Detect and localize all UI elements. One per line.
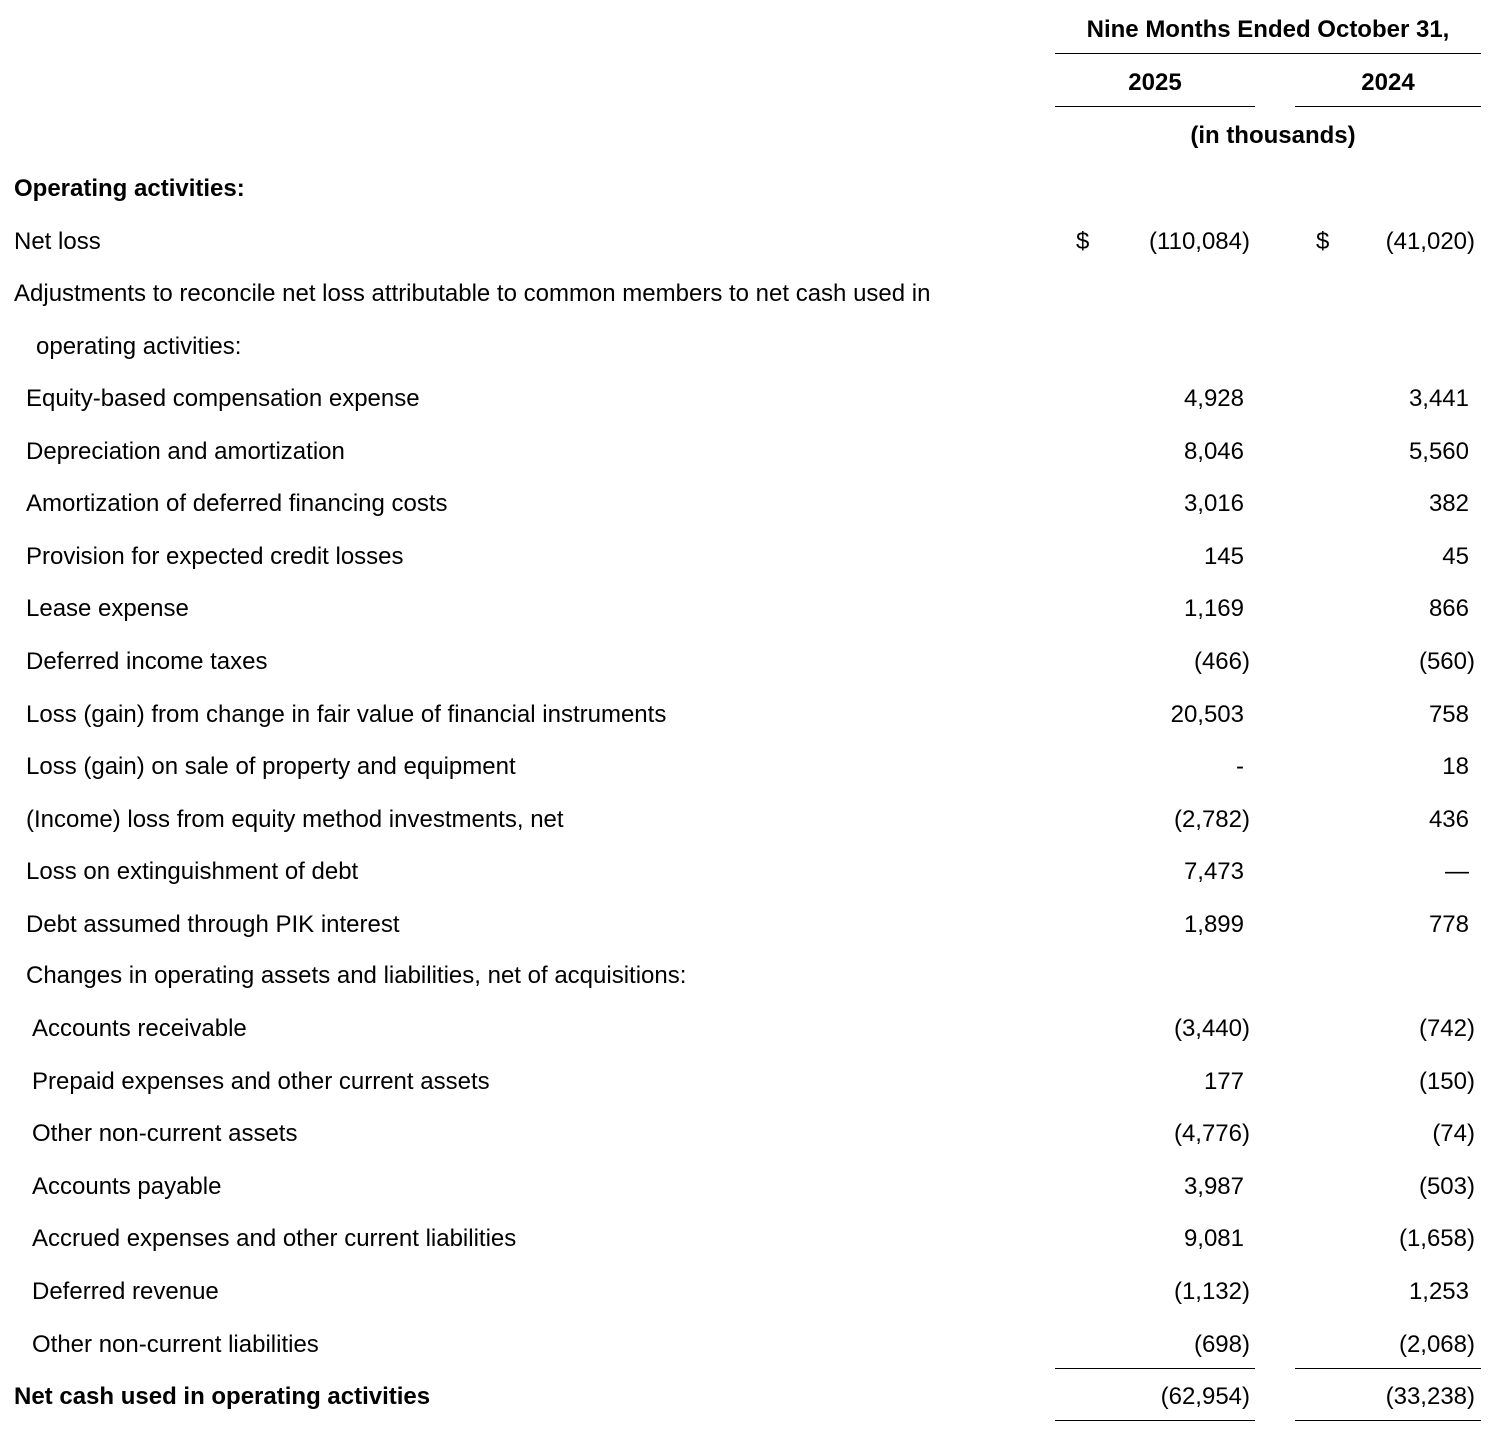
adjustments-heading-row <box>0 268 1498 320</box>
value-2025: 9,081 <box>1183 1225 1244 1252</box>
row-label: Provision for expected credit losses <box>26 543 404 570</box>
row-label: Accounts receivable <box>32 1015 247 1042</box>
table-row <box>0 846 1498 898</box>
row-label: Equity-based compensation expense <box>26 385 420 412</box>
value-2024: 778 <box>1428 911 1469 938</box>
value-2024: (74) <box>1432 1120 1475 1147</box>
adjustments-heading-line2: operating activities: <box>36 333 242 360</box>
total-rule-2024 <box>1295 1420 1481 1421</box>
value-2025: (110,084) <box>1149 228 1250 255</box>
table-row <box>0 794 1498 846</box>
table-row <box>0 1003 1498 1055</box>
row-label: Debt assumed through PIK interest <box>26 911 400 938</box>
value-2025: (466) <box>1193 648 1250 675</box>
table-row <box>0 1266 1498 1318</box>
value-2025: 7,473 <box>1183 858 1244 885</box>
value-2025: (3,440) <box>1173 1015 1250 1042</box>
table-row <box>0 1056 1498 1108</box>
table-row <box>0 373 1498 425</box>
value-2024: (742) <box>1418 1015 1475 1042</box>
value-2025: (4,776) <box>1173 1120 1250 1147</box>
value-2025: 3,016 <box>1183 490 1244 517</box>
value-2025: 145 <box>1203 543 1244 570</box>
value-2024: (150) <box>1418 1068 1475 1095</box>
row-label: Amortization of deferred financing costs <box>26 490 448 517</box>
row-label: Accrued expenses and other current liabilities <box>32 1225 517 1252</box>
value-2024: 18 <box>1442 753 1469 780</box>
subtotal-rule-2024 <box>1295 1368 1481 1369</box>
changes-heading-row <box>0 950 1498 1002</box>
table-row <box>0 478 1498 530</box>
column-header-2024: 2024 <box>1361 69 1415 96</box>
section-title: Operating activities: <box>14 175 245 202</box>
column-header-2025: 2025 <box>1128 69 1182 96</box>
period-header: Nine Months Ended October 31, <box>1086 16 1450 43</box>
row-label: Prepaid expenses and other current assets <box>32 1068 490 1095</box>
table-row <box>0 426 1498 478</box>
total-rule-2025 <box>1055 1420 1255 1421</box>
value-2025: (2,782) <box>1173 806 1250 833</box>
value-2025: 20,503 <box>1170 701 1244 728</box>
table-row <box>0 1319 1498 1371</box>
value-2025: 1,899 <box>1183 911 1244 938</box>
currency-symbol: $ <box>1316 228 1330 255</box>
table-row <box>0 1213 1498 1265</box>
total-row <box>0 1371 1498 1423</box>
row-label: Loss on extinguishment of debt <box>26 858 359 885</box>
currency-symbol: $ <box>1076 228 1090 255</box>
value-2024: (1,658) <box>1398 1225 1475 1252</box>
table-row <box>0 689 1498 741</box>
total-value-2024: (33,238) <box>1385 1383 1475 1410</box>
row-label: Other non-current liabilities <box>32 1331 319 1358</box>
value-2024: 3,441 <box>1408 385 1469 412</box>
row-label: Accounts payable <box>32 1173 222 1200</box>
value-2025: 4,928 <box>1183 385 1244 412</box>
value-2024: — <box>1445 858 1469 885</box>
table-row <box>0 741 1498 793</box>
value-2024: 45 <box>1442 543 1469 570</box>
column-header-2024-rule <box>1295 106 1481 107</box>
net-loss-row <box>0 216 1498 268</box>
value-2024: (2,068) <box>1398 1331 1475 1358</box>
adjustments-heading-row-2 <box>0 321 1498 373</box>
value-2025: (698) <box>1193 1331 1250 1358</box>
row-label: Loss (gain) on sale of property and equipment <box>26 753 516 780</box>
value-2024: 436 <box>1428 806 1469 833</box>
row-label: Lease expense <box>26 595 189 622</box>
row-label: (Income) loss from equity method investments, net <box>26 806 564 833</box>
table-row <box>0 1161 1498 1213</box>
changes-heading: Changes in operating assets and liabilities, net of acquisitions: <box>26 962 687 989</box>
table-row <box>0 636 1498 688</box>
value-2024: 1,253 <box>1408 1278 1469 1305</box>
value-2024: 5,560 <box>1408 438 1469 465</box>
total-value-2025: (62,954) <box>1160 1383 1250 1410</box>
column-header-2025-rule <box>1055 106 1255 107</box>
row-label: Deferred revenue <box>32 1278 219 1305</box>
table-row <box>0 1108 1498 1160</box>
table-row <box>0 899 1498 951</box>
table-row <box>0 531 1498 583</box>
value-2024: (41,020) <box>1385 228 1475 255</box>
value-2024: (560) <box>1418 648 1475 675</box>
value-2024: (503) <box>1418 1173 1475 1200</box>
value-2025: (1,132) <box>1173 1278 1250 1305</box>
value-2024: 382 <box>1428 490 1469 517</box>
adjustments-heading-line1: Adjustments to reconcile net loss attributable to common members to net cash used in <box>14 280 931 307</box>
value-2025: 3,987 <box>1183 1173 1244 1200</box>
period-header-rule <box>1055 53 1481 54</box>
value-2024: 866 <box>1428 595 1469 622</box>
subtotal-rule-2025 <box>1055 1368 1255 1369</box>
row-label: Depreciation and amortization <box>26 438 345 465</box>
value-2025: 177 <box>1203 1068 1244 1095</box>
total-label: Net cash used in operating activities <box>14 1383 431 1410</box>
units-label: (in thousands) <box>1190 122 1356 149</box>
row-label: Loss (gain) from change in fair value of financial instruments <box>26 701 667 728</box>
value-2025: - <box>1236 753 1244 780</box>
row-label: Other non-current assets <box>32 1120 298 1147</box>
value-2025: 8,046 <box>1183 438 1244 465</box>
value-2024: 758 <box>1428 701 1469 728</box>
value-2025: 1,169 <box>1183 595 1244 622</box>
row-label: Deferred income taxes <box>26 648 268 675</box>
section-title-row <box>0 163 1498 215</box>
row-label: Net loss <box>14 228 101 255</box>
table-row <box>0 583 1498 635</box>
